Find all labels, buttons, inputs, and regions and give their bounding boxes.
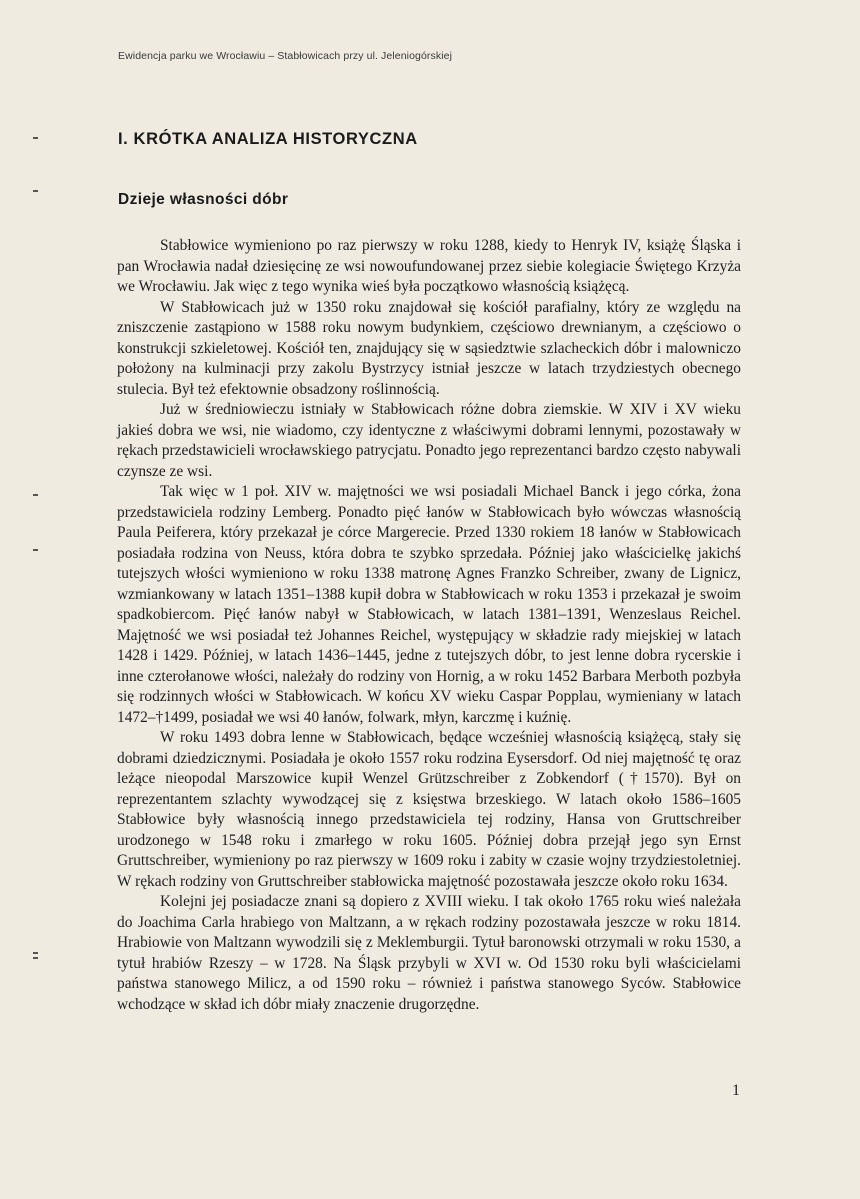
scan-mark [33, 952, 38, 954]
paragraph: W Stabłowicach już w 1350 roku znajdował się kościół parafialny, który ze względu na zniszczenie zastąpiono w 1588 roku nowym budynkiem, częściowo drewnianym, a częściowo o konstrukcji szkieletowej. Kościół ten, znajdujący się w sąsiedztwie szlacheckich dóbr i malowniczo położony na kulminacji przy zakolu Bystrzycy istniał jeszcze w latach trzydziestych obecnego stulecia. Był też efektownie obsadzony roślinnością. [117, 298, 741, 398]
scan-mark [33, 190, 38, 192]
running-header: Ewidencja parku we Wrocławiu – Stabłowicach przy ul. Jeleniogórskiej [118, 50, 453, 62]
paragraph: W roku 1493 dobra lenne w Stabłowicach, będące wcześniej własnością książęcą, stały się dobrami dziedzicznymi. Posiadała je około 1557 roku rodzina Eysersdorf. Od niej majętność tę oraz leżące nieopodal Marszowice kupił Wenzel Grützschreiber z Zobkendorf (†1570). Był on reprezentantem szlachty wywodzącej się z księstwa brzeskiego. W latach około 1586–1605 Stabłowice były własnością innego przedstawiciela tej rodziny, Hansa von Gruttschreiber urodzonego w 1548 roku i zmarłego w roku 1605. Później dobra przejął jego syn Ernst Gruttschreiber, wymieniony po raz pierwszy w 1609 roku i zabity w czasie wojny trzydziestoletniej. W rękach rodziny von Gruttschreiber stabłowicka majętność pozostawała jeszcze około roku 1634. [117, 729, 741, 890]
scan-mark [33, 494, 38, 496]
scan-mark [33, 957, 38, 959]
section-title: Dzieje własności dóbr [118, 191, 289, 208]
body-text [117, 236, 741, 1015]
paragraph: Tak więc w 1 poł. XIV w. majętności we wsi posiadali Michael Banck i jego córka, żona przedstawiciela rodziny Lemberg. Ponadto pięć łanów w Stabłowicach było wówczas własnością Paula Peiferera, który przekazał je córce Margerecie. Przed 1330 rokiem 18 łanów w Stabłowicach posiadała rodzina von Neuss, która dobra te szybko sprzedała. Później jako właścicielkę jakichś tutejszych włości wymieniono w roku 1338 matronę Agnes Franzko Schreiber, zwany de Lignicz, wzmiankowany w latach 1351–1388 kupił dobra w Stabłowicach w roku 1353 i przekazał je swoim spadkobiercom. Pięć łanów nabył w Stabłowicach, w latach 1381–1391, Wenzeslaus Reichel. Majętność we wsi posiadał też Johannes Reichel, występujący w składzie rady miejskiej w latach 1428 i 1429. Później, w latach 1436–1445, jedne z tutejszych dóbr, to jest lenne dobra rycerskie i inne czterołanowe włości, należały do rodziny von Hornig, a w roku 1452 Barbara Merboth pozbyła się rodzinnych włości w Stabłowicach. W końcu XV wieku Caspar Popplau, wymieniany w latach 1472–†1499, posiadał we wsi 40 łanów, folwark, młyn, karczmę i kuźnię. [117, 483, 741, 726]
paragraph: Stabłowice wymieniono po raz pierwszy w roku 1288, kiedy to Henryk IV, książę Śląska i pan Wrocławia nadał dziesięcinę ze wsi nowoufundowanej przez siebie kolegiacie Świętego Krzyża we Wrocławiu. Jak więc z tego wynika wieś była początkowo własnością książęcą. [117, 237, 741, 295]
page-number: 1 [732, 1082, 740, 1099]
scan-mark [33, 137, 38, 139]
paragraph: Już w średniowieczu istniały w Stabłowicach różne dobra ziemskie. W XIV i XV wieku jakieś dobra we wsi, nie wiadomo, czy identyczne z właściwymi dobrami lennymi, pozostawały w rękach przedstawicieli wrocławskiego patrycjatu. Ponadto jego reprezentanci bardzo często nabywali czynsze ze wsi. [117, 401, 741, 480]
chapter-title: I. KRÓTKA ANALIZA HISTORYCZNA [118, 130, 418, 148]
scan-mark [33, 549, 38, 551]
paragraph: Kolejni jej posiadacze znani są dopiero z XVIII wieku. I tak około 1765 roku wieś należała do Joachima Carla hrabiego von Maltzann, a w rękach rodziny pozostawała jeszcze w roku 1814. Hrabiowie von Maltzann wywodzili się z Meklemburgii. Tytuł baronowski otrzymali w roku 1530, a tytuł hrabiów Rzeszy – w 1728. Na Śląsk przybyli w XVI w. Od 1530 roku byli właścicielami państwa stanowego Milicz, a od 1590 roku – również i państwa stanowego Syców. Stabłowice wchodzące w skład ich dóbr miały znaczenie drugorzędne. [117, 893, 741, 1013]
